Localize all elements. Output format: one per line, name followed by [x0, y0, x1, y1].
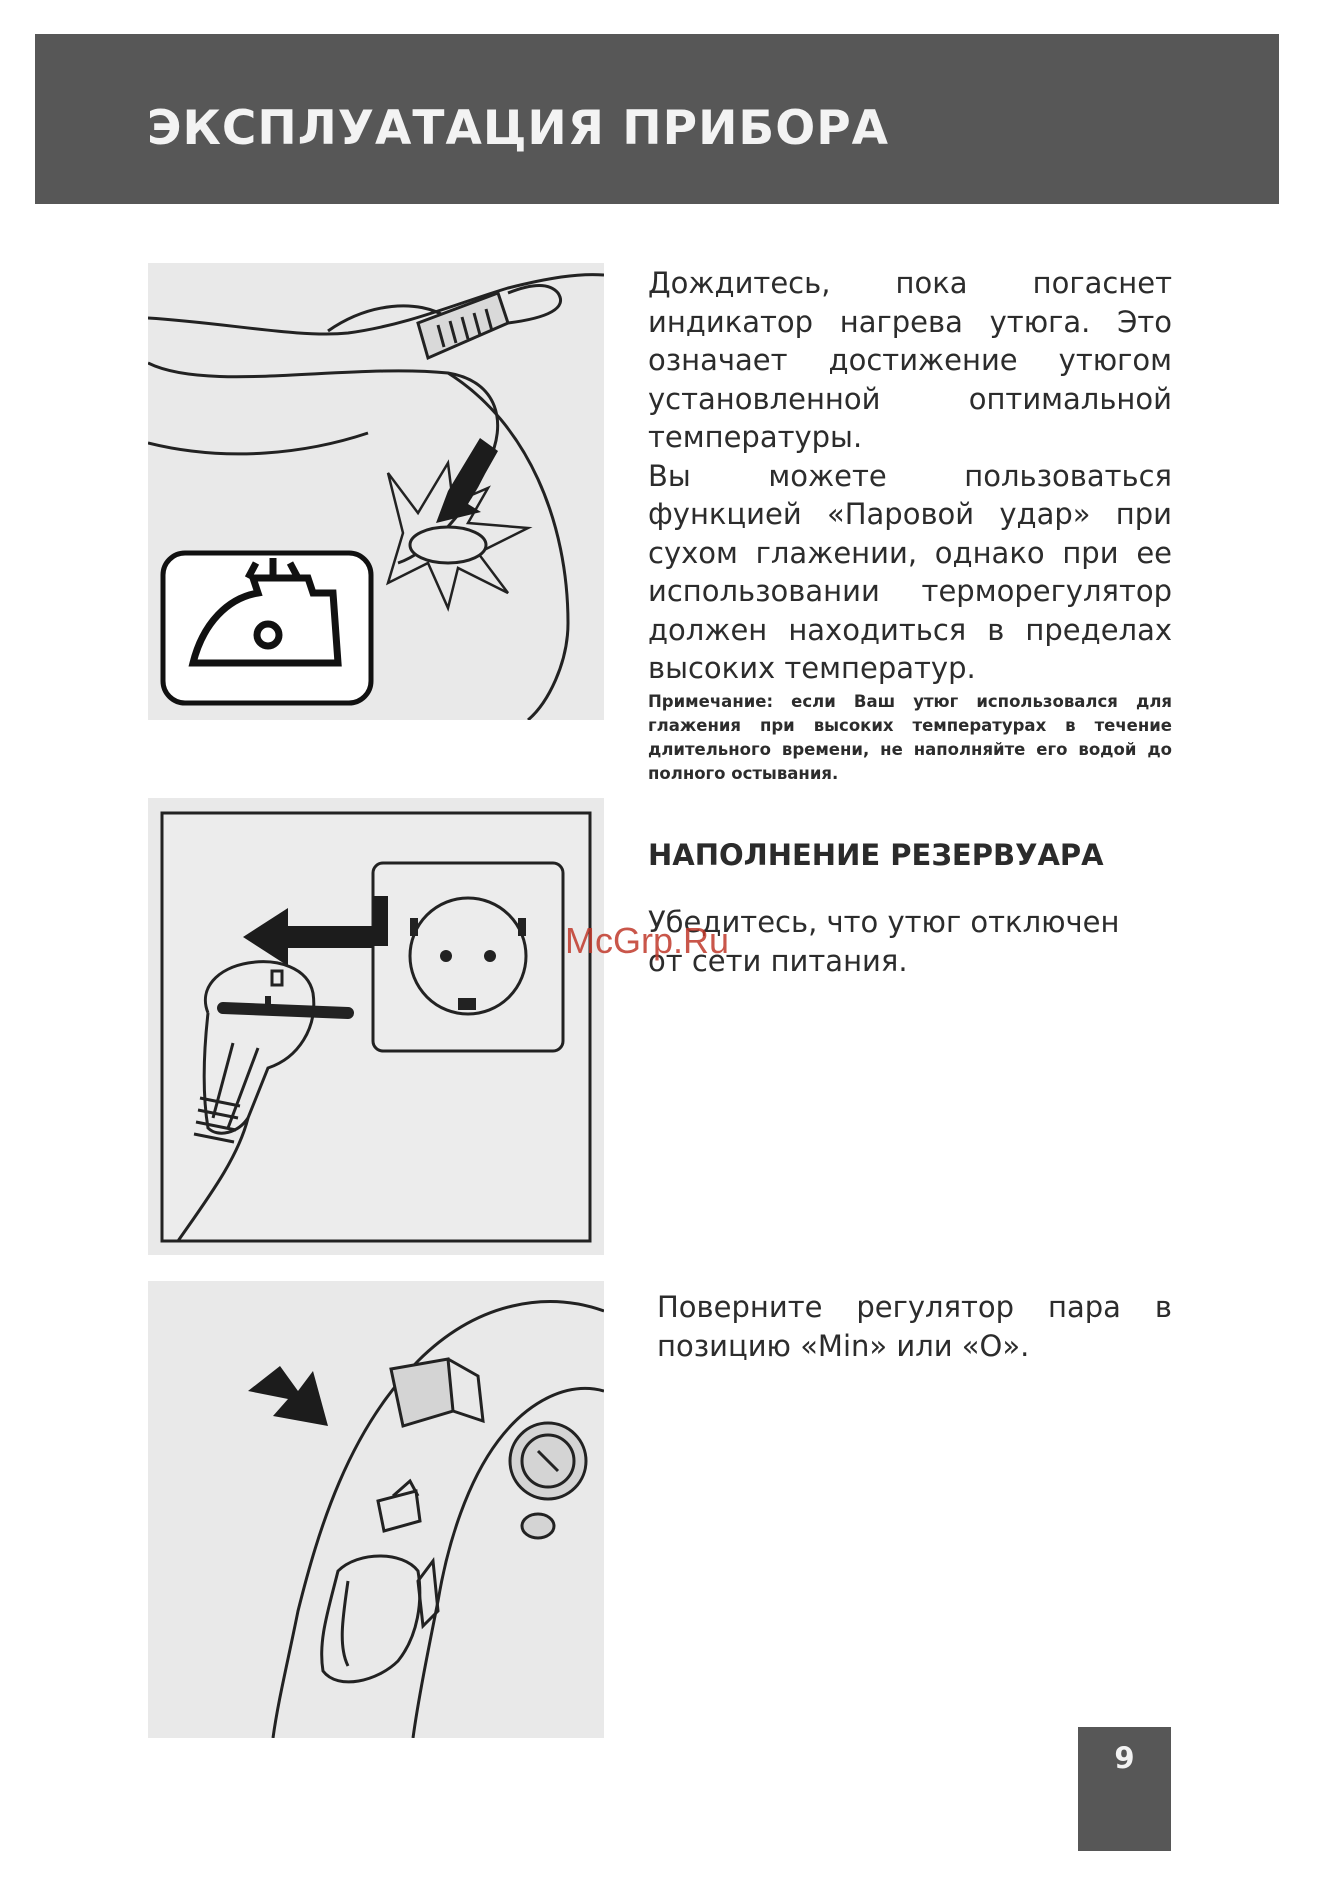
unplug-illustration — [148, 798, 604, 1255]
page-header — [35, 34, 1279, 204]
iron-indicator-illustration — [148, 263, 604, 720]
page-title: ЭКСПЛУАТАЦИЯ ПРИБОРА — [147, 101, 890, 156]
steam-regulator-paragraph: Поверните регулятор пара в позицию «Min» или «O». — [657, 1290, 1172, 1363]
page-number-box — [1078, 1727, 1171, 1851]
page-number: 9 — [1114, 1741, 1135, 1775]
section1-text — [648, 264, 1172, 688]
watermark-text: McGrp.Ru — [565, 920, 730, 961]
unplug-paragraph: Убедитесь, что утюг отключен от сети питания. — [648, 905, 1120, 978]
heat-indicator-paragraph: Дождитесь, пока погаснет индикатор нагрева утюга. Это означает достижение утюгом установленной оптимальной температуры. — [648, 266, 1172, 454]
steam-regulator-illustration — [148, 1281, 604, 1738]
note-text: Примечание: если Ваш утюг использовался для глажения при высоких температурах в течение длительного времени, не наполняйте его водой до полного остывания. — [648, 692, 1172, 783]
section-title-fill-tank: НАПОЛНЕНИЕ РЕЗЕРВУАРА — [648, 838, 1104, 872]
steam-burst-paragraph: Вы можете пользоваться функцией «Паровой удар» при сухом глажении, однако при ее использовании терморегулятор должен находиться в пределах высоких температур. — [648, 458, 1172, 685]
